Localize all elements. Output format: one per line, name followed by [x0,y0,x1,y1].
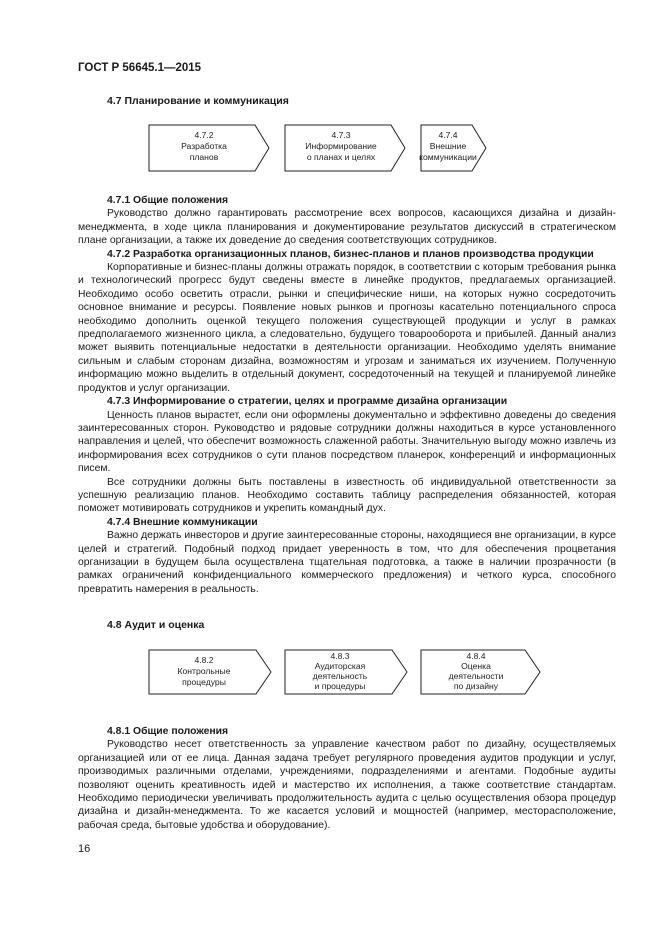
flow-box-484 [421,650,540,694]
flow-box-473-line2: Информирование [305,141,377,151]
subheading-4-7-3: 4.7.3 Информирование о стратегии, целях и программе дизайна организации [107,396,508,408]
subheading-4-8-1: 4.8.1 Общие положения [107,726,229,737]
flow-box-472-line1: 4.7.2 [194,130,214,140]
flow-box-474-line1: 4.7.4 [438,130,458,140]
paragraph-4-7-3a: Ценность планов вырастет, если они оформлены документально и эффективно доведены до сведения заинтересованных сторон. Руководство и рядовые сотрудники должны находиться в курсе установленного направления и целей, что обеспечит возможность слаженной работы. Значительную выгоду можно извлечь из информирования всех сотрудников о сути планов посредством планерок, конференций и информационных писем. [78,409,616,475]
section-heading-4-7: 4.7 Планирование и коммуникация [107,95,289,107]
flow-box-472-line2: Разработка [181,141,227,151]
flow-box-483-line4: и процедуры [314,681,366,691]
document-header: ГОСТ Р 56645.1—2015 [78,62,202,74]
flow-box-473 [285,125,405,171]
audit-flow-diagram [148,649,548,697]
flow-box-483-line1: 4.8.3 [330,651,350,661]
section-heading-4-8: 4.8 Аудит и оценка [107,619,205,631]
flow-box-482-line2: Контрольные [177,666,231,676]
paragraph-4-7-4: Важно держать инвесторов и другие заинтересованные стороны, находящиеся вне организации, в курсе целей и стратегий. Подобный подход придает уверенность в том, что для обеспечения процветания организации в будущем была осуществлена тщательная подготовка, а также в наличии прозрачности (в рамках ограничений конфиденциального коммерческого предложения) и четкого курса, способного превратить намерения в реальность. [78,530,616,595]
paragraph-4-8-1: Руководство несет ответственность за управление качеством работ по дизайну, осуществляемых организацией или от ее лица. Данная задача требует регулярного проведения аудитов продукции и услуг, производимых различными отделами, учреждениями, подразделениями и агентами. Подобные аудиты позволяют оценить креативность идей и мастерство их исполнения, а также соответствие стандартам. Необходимо периодически увеличивать продолжительность аудита с целью осуществления обзора процедур дизайна и дизайн-менеджмента. То же касается условий и мощностей (например, месторасположение, рабочая среда, бытовые удобства и оборудование). [78,739,616,831]
flow-box-474 [419,125,486,171]
section-4-7-body [78,194,616,596]
subheading-4-7-4: 4.7.4 Внешние коммуникации [107,516,258,528]
flow-box-484-line4: по дизайну [453,681,499,691]
flow-box-484-line3: деятельности [448,671,504,681]
paragraph-4-7-3b: Все сотрудники должны быть поставлены в известность об индивидуальной ответственности за успешную реализацию планов. Необходимо составить таблицу распределения обязанностей, которая поможет мотивировать сотрудников и укрепить командный дух. [78,476,616,515]
flow-box-483-line3: деятельность [312,671,368,681]
flow-box-474-line2: Внешние [429,141,467,151]
flow-box-483 [285,650,407,694]
section-4-8-body [78,725,616,832]
flow-box-482-line1: 4.8.2 [194,655,214,665]
flow-box-484-line2: Оценка [461,661,491,671]
paragraph-4-7-1: Руководство должно гарантировать рассмотрение всех вопросов, касающихся дизайна и дизайн-менеджмента, в ходе цикла планирования и документирование результатов дискуссий в стратегическом плане организации, а также их доведение до сведения соответствующих сотрудников. [78,208,616,247]
flow-box-473-line1: 4.7.3 [331,130,351,140]
flow-box-472-line3: планов [189,152,219,162]
page-number: 16 [78,843,91,855]
paragraph-4-7-2: Корпоративные и бизнес-планы должны отражать порядок, в соответствии с которым требования рынка и технологический прогресс будут сведены вместе в линейке продуктов, предлагаемых организацией. Необходимо особо осветить отрасли, рынки и специфические ниши, на которых нужно сосредоточить основное внимание и ресурсы. Появление новых рынков и прогнозы касательно потенциального спроса необходимо дополнить оценкой текущего положения существующей продукции и услуг в рамках предполагаемого жизненного цикла, а следовательно, будущего товарооборота и прибылей. Данный анализ может выявить потенциальные недостатки в деятельности организации. Необходимо уделять внимание сильным и слабым сторонам дизайна, возможностям и угрозам и заниматься их изучением. Полученную информацию можно выделить в отдельный документ, сосредоточенный на текущей и планируемой линейке продуктов и услуг организации. [78,262,616,394]
flow-box-482 [149,650,271,694]
flow-box-473-line3: о планах и целях [306,152,376,162]
flow-box-472 [149,125,269,171]
subheading-4-7-1: 4.7.1 Общие положения [107,195,229,206]
flow-box-484-line1: 4.8.4 [466,651,486,661]
subheading-4-7-2: 4.7.2 Разработка организационных планов, бизнес-планов и планов производства продукции [107,248,594,260]
flow-box-482-line3: процедуры [182,677,226,687]
flow-box-474-line3: коммуникации [419,152,477,162]
flow-box-483-line2: Аудиторская [314,661,366,671]
planning-flow-diagram [148,124,488,174]
